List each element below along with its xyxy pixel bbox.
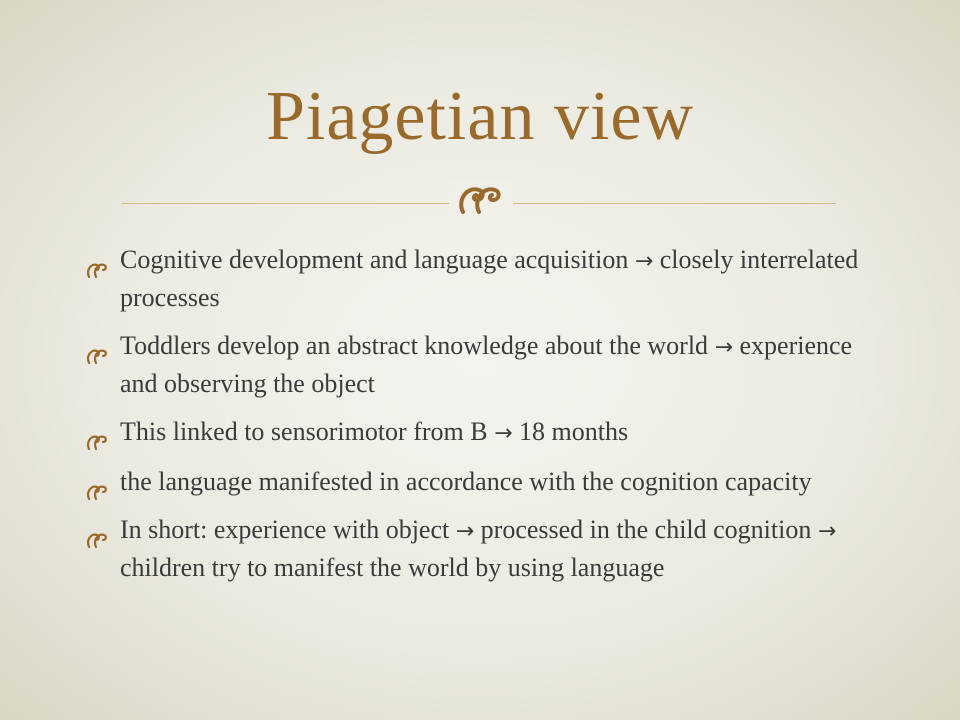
bullet-item xyxy=(86,328,876,402)
bullet-item xyxy=(86,464,876,500)
double-swirl-bullet-icon xyxy=(86,253,110,271)
arrow-right-icon: → xyxy=(817,519,837,544)
bullet-list xyxy=(86,242,876,598)
bullet-text: 18 months xyxy=(519,417,629,446)
arrow-right-icon: → xyxy=(634,249,654,274)
double-swirl-bullet-icon xyxy=(86,523,110,541)
double-swirl-bullet-icon xyxy=(86,339,110,357)
bullet-text: children try to manifest the world by using language xyxy=(120,553,665,582)
bullet-item xyxy=(86,512,876,586)
arrow-right-icon: → xyxy=(714,335,733,360)
bullet-text: This linked to sensorimotor from B xyxy=(120,417,488,446)
arrow-right-icon: → xyxy=(455,519,475,544)
bullet-text: Toddlers develop an abstract knowledge about the world xyxy=(120,331,709,360)
bullet-item xyxy=(86,242,876,316)
double-swirl-bullet-icon xyxy=(86,475,110,493)
bullet-item xyxy=(86,414,876,452)
double-swirl-ornament-icon xyxy=(449,178,513,222)
bullet-text: the language manifested in accordance with the cognition capacity xyxy=(120,467,812,496)
arrow-right-icon: → xyxy=(494,421,513,446)
bullet-text: experience and observing the object xyxy=(120,331,853,398)
bullet-text: closely interrelated processes xyxy=(120,245,859,312)
slide-title: Piagetian view xyxy=(265,78,695,155)
bullet-text: In short: experience with object xyxy=(120,515,450,544)
double-swirl-bullet-icon xyxy=(86,425,110,443)
bullet-text: processed in the child cognition xyxy=(480,515,812,544)
bullet-text: Cognitive development and language acquisition xyxy=(120,245,629,274)
